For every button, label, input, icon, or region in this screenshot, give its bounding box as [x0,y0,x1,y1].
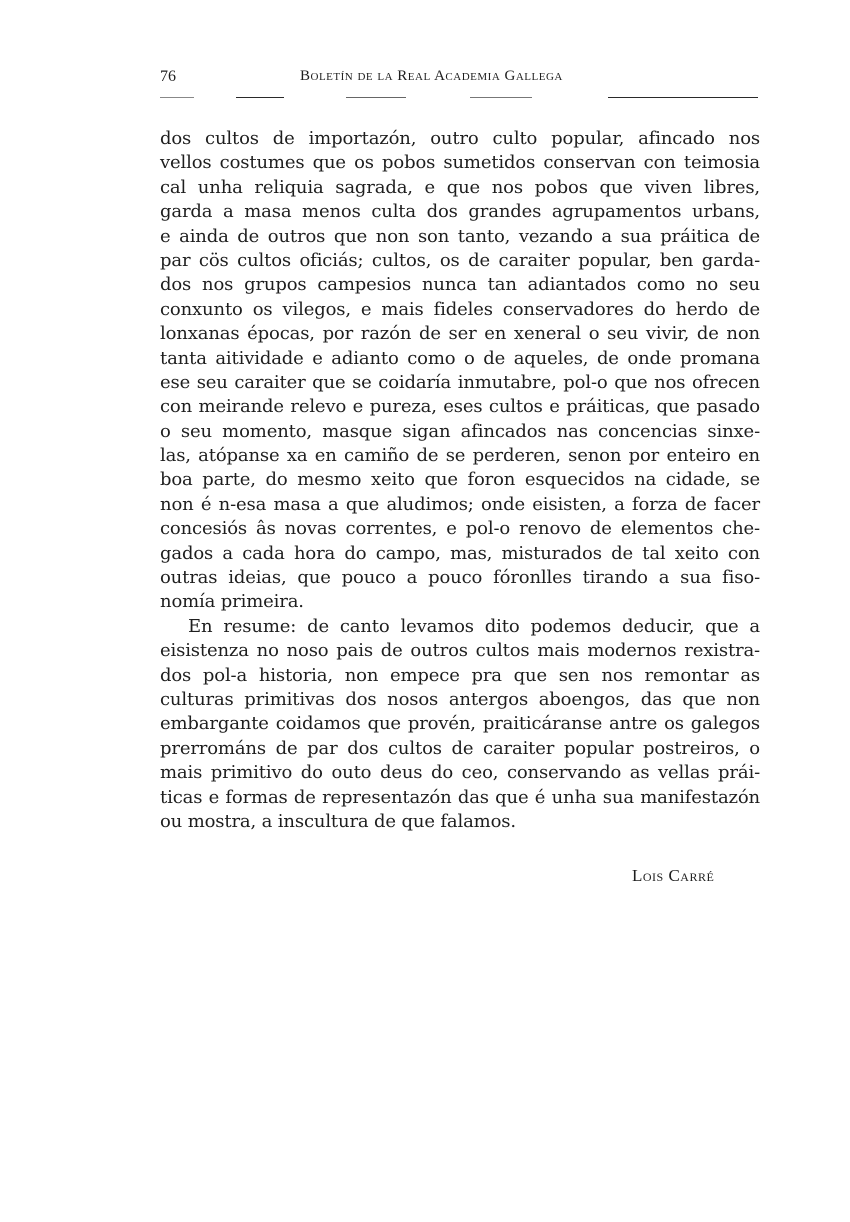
text-line: ticas e formas de representazón das que é unha sua manifestazón [160,786,760,808]
header-rule [236,97,284,98]
text-line: garda a masa menos culta dos grandes agrupamentos urbans, [160,201,760,223]
page-number: 76 [160,68,176,85]
text-line: cal unha reliquia sagrada, e que nos pobos que viven libres, [160,176,760,198]
text-line: mais primitivo do outo deus do ceo, conservando as vellas prái- [160,762,760,784]
text-line: embargante coidamos que provén, praiticáranse antre os galegos [160,713,760,735]
text-line: non é n-esa masa a que aludimos; onde eisisten, a forza de facer [160,493,760,515]
header-rule [608,97,758,98]
text-line: dos pol-a historia, non empece pra que sen nos remontar as [160,664,760,686]
text-line: concesiós âs novas correntes, e pol-o renovo de elementos che- [160,518,760,540]
header-rule [160,97,194,98]
author-signature: Lois Carré [632,866,715,885]
text-line: las, atópanse xa en camiño de se perderen, senon por enteiro en [160,445,760,467]
text-line: con meirande relevo e pureza, eses cultos e práiticas, que pasado [160,396,760,418]
text-line: vellos costumes que os pobos sumetidos conservan con teimosia [160,152,760,174]
text-line: o seu momento, masque sigan afincados nas concencias sinxe- [160,420,760,442]
text-line: dos cultos de importazón, outro culto popular, afincado nos [160,128,760,149]
text-line: ou mostra, a inscultura de que falamos. [160,810,516,832]
text-line: dos nos grupos campesios nunca tan adiantados como no seu [160,274,760,296]
page-header [160,68,760,92]
text-line: ese seu caraiter que se coidaría inmutabre, pol-o que nos ofrecen [160,371,760,393]
text-line: prerrománs de par dos cultos de caraiter popular postreiros, o [160,737,760,759]
text-line: En resume: de canto levamos dito podemos deducir, que a [188,615,760,637]
running-head: Boletín de la Real Academia Gallega [300,68,563,84]
text-line: lonxanas épocas, por razón de ser en xeneral o seu vivir, de non [160,323,760,345]
text-line: par cös cultos oficiás; cultos, os de caraiter popular, ben garda- [160,249,760,271]
body-text [160,127,760,834]
header-rule [346,97,406,98]
text-line: conxunto os vilegos, e mais fideles conservadores do herdo de [160,298,760,320]
text-line: culturas primitivas dos nosos antergos aboengos, das que non [160,688,760,710]
paragraph-1 [160,127,760,615]
text-line: tanta aitividade e adianto como o de aqueles, de onde promana [160,347,760,369]
text-line: eisistenza no noso pais de outros cultos mais modernos rexistra- [160,640,760,662]
header-rule [470,97,532,98]
text-line: gados a cada hora do campo, mas, misturados de tal xeito con [160,542,760,564]
paragraph-2 [160,615,760,835]
text-line: e ainda de outros que non son tanto, vezando a sua práitica de [160,225,760,247]
text-line: outras ideias, que pouco a pouco fóronlles tirando a sua fiso- [160,567,760,589]
text-line: nomía primeira. [160,591,304,613]
text-line: boa parte, do mesmo xeito que foron esquecidos na cidade, se [160,469,760,491]
